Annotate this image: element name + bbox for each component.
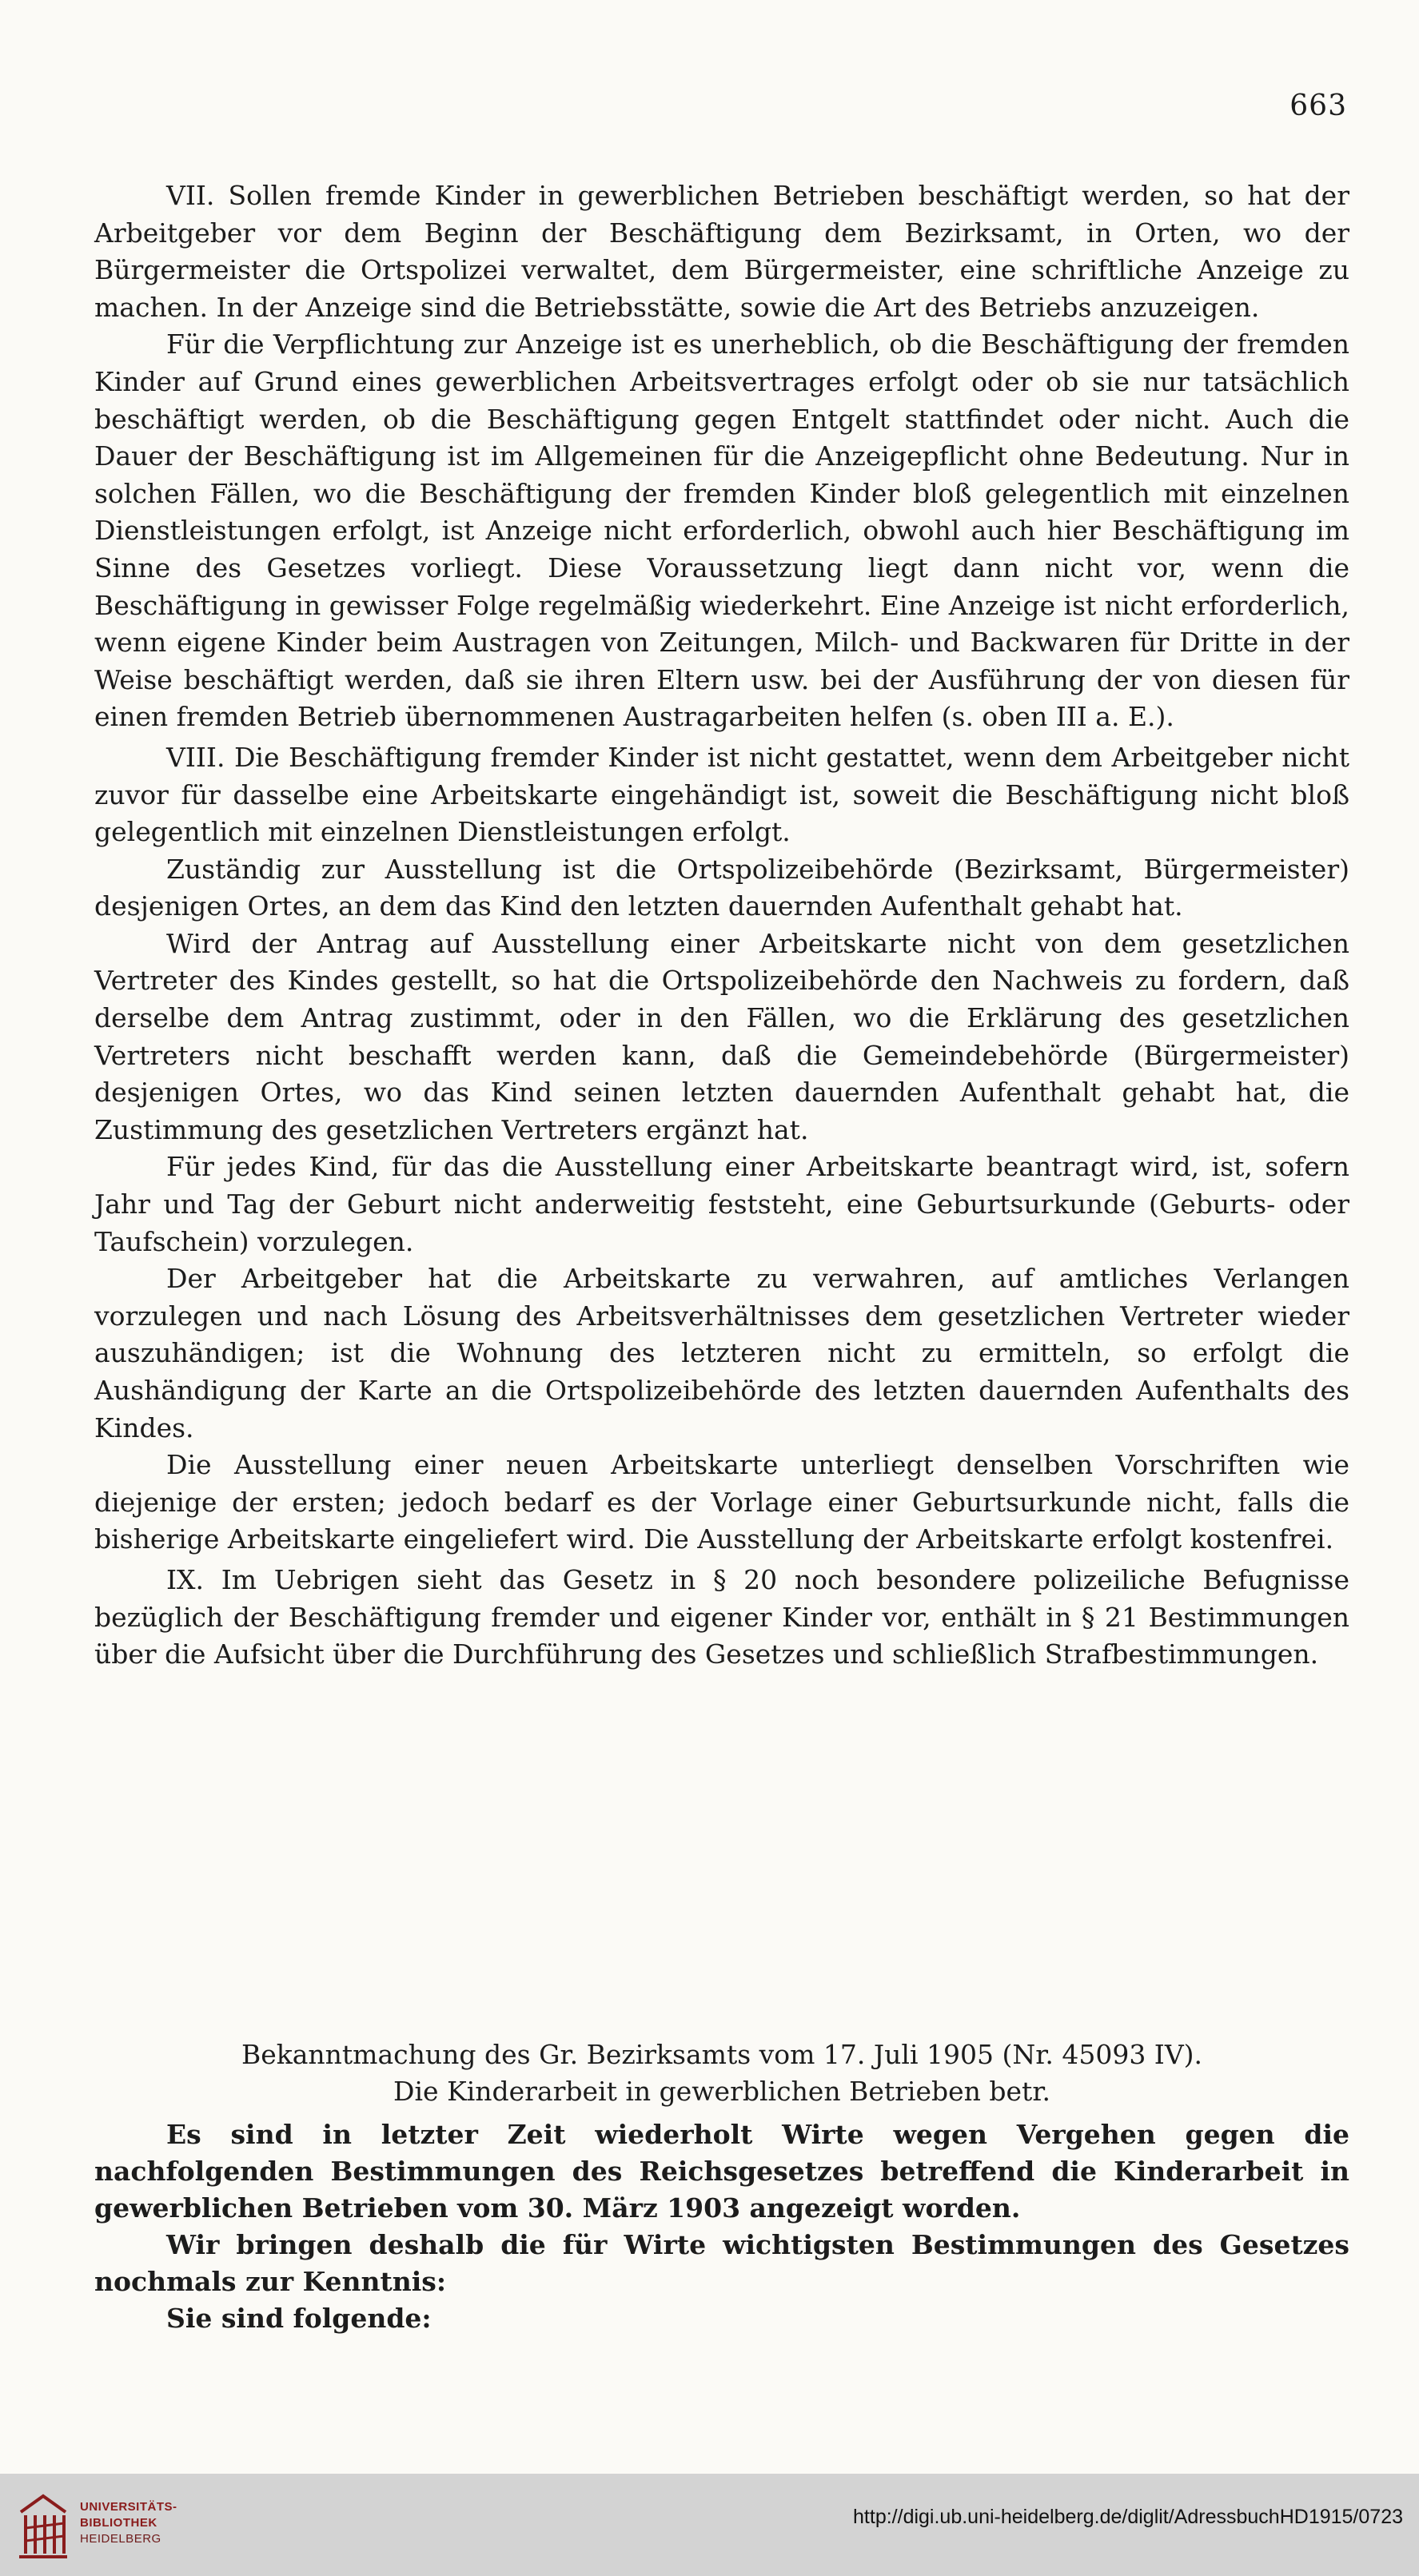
paragraph-zustaendigkeit: Zuständig zur Ausstellung ist die Ortspolizeibehörde (Bezirksamt, Bürgermeister) desjenigen Ortes, an dem das Kind den letzten dauernden Aufenthalt gehabt hat. [94,853,1349,922]
announcement-heading [94,2037,1349,2110]
library-name-line-3: HEIDELBERG [80,2532,161,2546]
paragraph-viii: VIII. Die Beschäftigung fremder Kinder ist nicht gestattet, wenn dem Arbeitgeber nicht zuvor für dasselbe eine Arbeitskarte eingehändigt ist, soweit die Beschäftigung nicht bloß gelegentlich mit einzelnen Dienstleistungen erfolgt. [94,741,1349,848]
source-url-link[interactable]: http://digi.ub.uni-heidelberg.de/diglit/AdressbuchHD1915/0723 [853,2506,1403,2528]
paragraph-neue-arbeitskarte: Die Ausstellung einer neuen Arbeitskarte unterliegt denselben Vorschriften wie diejenige der ersten; jedoch bedarf es der Vorlage einer Geburtsurkunde nicht, falls die bisherige Arbeitskarte eingeliefert wird. Die Ausstellung der Arbeitskarte erfolgt kostenfrei. [94,1449,1349,1555]
library-name-line-2: BIBLIOTHEK [80,2516,157,2530]
paragraph-vii: VII. Sollen fremde Kinder in gewerblichen Betrieben beschäftigt werden, so hat der Arbeitgeber vor dem Beginn der Beschäftigung dem Bezirksamt, in Orten, wo der Bürgermeister die Ortspolizei verwaltet, dem Bürgermeister, eine schriftliche Anzeige zu machen. In der Anzeige sind die Betriebsstätte, sowie die Art des Betriebs anzuzeigen. [94,180,1349,323]
announcement-subtitle: Die Kinderarbeit in gewerblichen Betrieben betr. [393,2076,1050,2107]
paragraph-arbeitgeber: Der Arbeitgeber hat die Arbeitskarte zu verwahren, auf amtliches Verlangen vorzulegen und nach Lösung des Arbeitsverhältnisses dem gesetzlichen Vertreter wieder auszuhändigen; ist die Wohnung des letzteren nicht zu ermitteln, so erfolgt die Aushändigung der Karte an die Ortspolizeibehörde des letzten dauernden Aufenthalts des Kindes. [94,1263,1349,1443]
footer-bar [0,2474,1419,2576]
announcement-title: Bekanntmachung des Gr. Bezirksamts vom 17. Juli 1905 (Nr. 45093 IV). [241,2039,1203,2070]
announcement-paragraph-1: Es sind in letzter Zeit wiederholt Wirte wegen Vergehen gegen die nachfolgenden Bestimmungen des Reichsgesetzes betreffend die Kinderarbeit in gewerblichen Betrieben vom 30. März 1903 angezeigt worden. [94,2119,1349,2224]
library-name-line-1: UNIVERSITÄTS- [80,2500,177,2514]
announcement-paragraph-2: Wir bringen deshalb die für Wirte wichtigsten Bestimmungen des Gesetzes nochmals zur Kenntnis: [94,2229,1349,2297]
page-number: 663 [1289,90,1347,122]
paragraph-geburtsurkunde: Für jedes Kind, für das die Ausstellung einer Arbeitskarte beantragt wird, ist, sofern Jahr und Tag der Geburt nicht anderweitig feststeht, eine Geburtsurkunde (Geburts- oder Taufschein) vorzulegen. [94,1151,1349,1257]
paragraph-anzeigepflicht: Für die Verpflichtung zur Anzeige ist es unerheblich, ob die Beschäftigung der fremden Kinder auf Grund eines gewerblichen Arbeitsvertrages erfolgt oder ob sie nur tatsächlich beschäftigt werden, ob die Beschäftigung gegen Entgelt stattfindet oder nicht. Auch die Dauer der Beschäftigung ist im Allgemeinen für die Anzeigepflicht ohne Bedeutung. Nur in solchen Fällen, wo die Beschäftigung der fremden Kinder bloß gelegentlich mit einzelnen Dienstleistungen erfolgt, ist Anzeige nicht erforderlich, obwohl auch hier Beschäftigung im Sinne des Gesetzes vorliegt. Diese Voraussetzung liegt dann nicht vor, wenn die Beschäftigung in gewisser Folge regelmäßig wiederkehrt. Eine Anzeige ist nicht erforderlich, wenn eigene Kinder beim Austragen von Zeitungen, Milch- und Backwaren für Dritte in der Weise beschäftigt werden, daß sie ihren Eltern usw. bei der Ausführung der von diesen für einen fremden Betrieb übernommenen Austragarbeiten helfen (s. oben III a. E.). [94,328,1349,733]
library-name [80,2499,177,2547]
paragraph-ix: IX. Im Uebrigen sieht das Gesetz in § 20 noch besondere polizeiliche Befugnisse bezüglich der Beschäftigung fremder und eigener Kinder vor, enthält in § 21 Bestimmungen über die Aufsicht über die Durchführung des Gesetzes und schließlich Strafbestimmungen. [94,1563,1349,1670]
announcement-paragraph-3: Sie sind folgende: [166,2303,432,2334]
university-library-logo [14,2488,72,2562]
body-text [94,177,1349,1674]
paragraph-antrag: Wird der Antrag auf Ausstellung einer Arbeitskarte nicht von dem gesetzlichen Vertreter des Kindes gestellt, so hat die Ortspolizeibehörde den Nachweis zu fordern, daß derselbe dem Antrag zustimmt, oder in den Fällen, wo die Erklärung des gesetzlichen Vertreters nicht beschafft werden kann, daß die Gemeindebehörde (Bürgermeister) desjenigen Ortes, wo das Kind seinen letzten dauernden Aufenthalt gehabt hat, die Zustimmung des gesetzlichen Vertreters ergänzt hat. [94,927,1349,1145]
announcement-body [94,2116,1349,2337]
